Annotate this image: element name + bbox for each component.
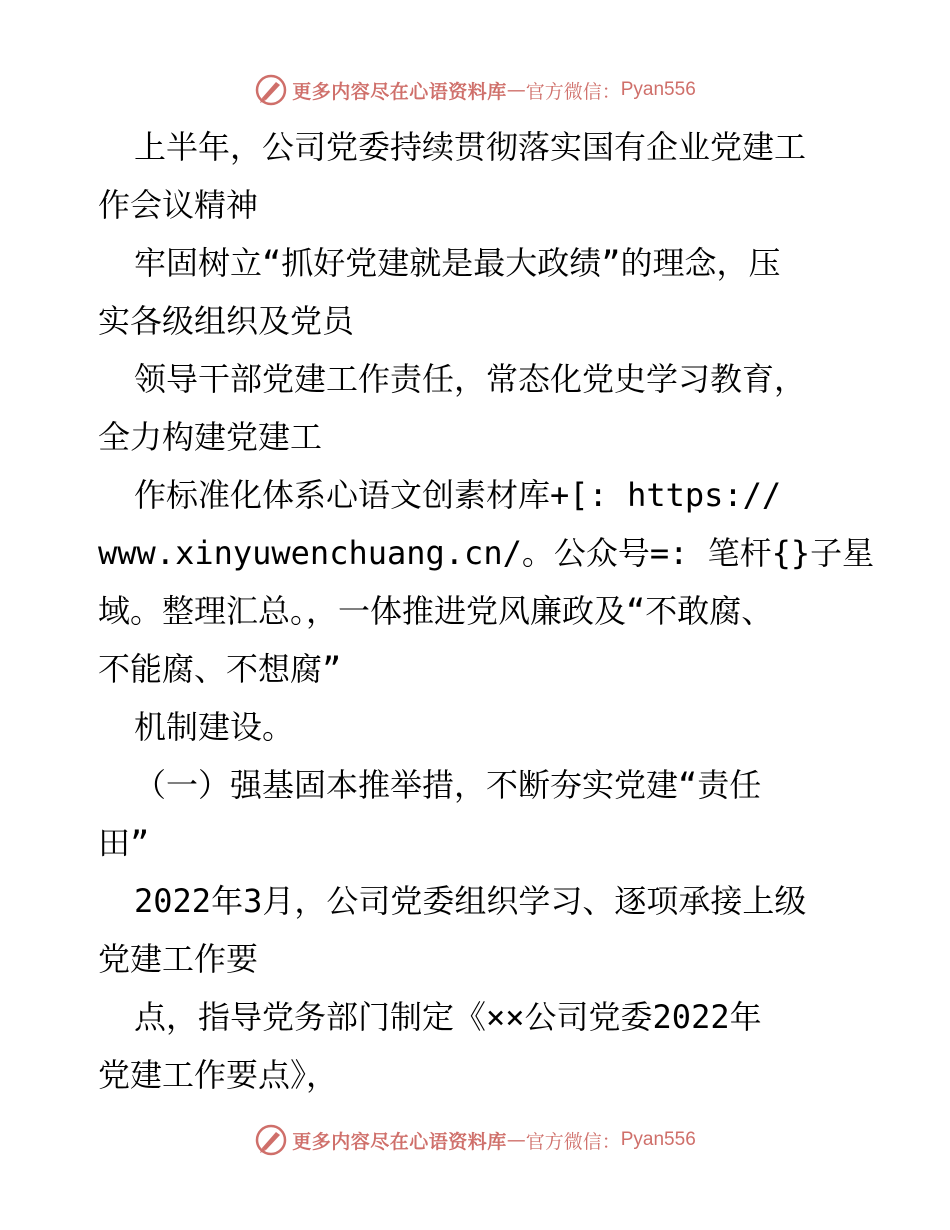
- text-line: 作会议精神: [98, 186, 259, 224]
- text-line: 点，指导党务部门制定《××公司党委2022年: [134, 998, 762, 1036]
- text-line: 机制建设。: [134, 708, 295, 746]
- text-line: 2022年3月，公司党委组织学习、逐项承接上级: [134, 882, 807, 920]
- watermark-main-text: 更多内容尽在心语资料库: [292, 80, 507, 103]
- text-line: 上半年，公司党委持续贯彻落实国有企业党建工: [134, 128, 807, 166]
- text-line: www.xinyuwenchuang.cn/。公众号=: 笔杆{}子星: [98, 534, 875, 572]
- text-line: 党建工作要点》，: [98, 1056, 339, 1094]
- text-line: 田”: [98, 824, 150, 862]
- watermark-account-text: 官方微信：: [525, 1130, 621, 1153]
- text-line: 不能腐、不想腐”: [98, 650, 342, 688]
- watermark-account-id: Pyan556: [620, 1129, 696, 1150]
- pen-logo-icon: [254, 73, 288, 107]
- watermark-main-text: 更多内容尽在心语资料库: [292, 1130, 507, 1153]
- watermark-account-text: 官方微信：: [525, 80, 621, 103]
- text-line: （一）强基固本推举措，不断夯实党建“责任: [134, 766, 762, 804]
- watermark-account-id: Pyan556: [620, 79, 696, 100]
- header-watermark: [0, 70, 950, 110]
- text-line: 作标准化体系心语文创素材库+[: https://: [134, 476, 782, 514]
- body-text: [98, 118, 875, 1104]
- text-line: 牢固树立“抓好党建就是最大政绩”的理念，压: [134, 244, 781, 282]
- footer-watermark: [0, 1120, 950, 1160]
- text-line: 领导干部党建工作责任，常态化党史学习教育，: [134, 360, 807, 398]
- text-line: 党建工作要: [98, 940, 259, 978]
- text-line: 实各级组织及党员: [98, 302, 355, 340]
- watermark-separator: —: [506, 1129, 526, 1151]
- pen-logo-icon: [254, 1123, 288, 1157]
- text-line: 全力构建党建工: [98, 418, 323, 456]
- watermark-separator: —: [506, 79, 526, 101]
- text-line: 域。整理汇总。，一体推进党风廉政及“不敢腐、: [98, 592, 774, 630]
